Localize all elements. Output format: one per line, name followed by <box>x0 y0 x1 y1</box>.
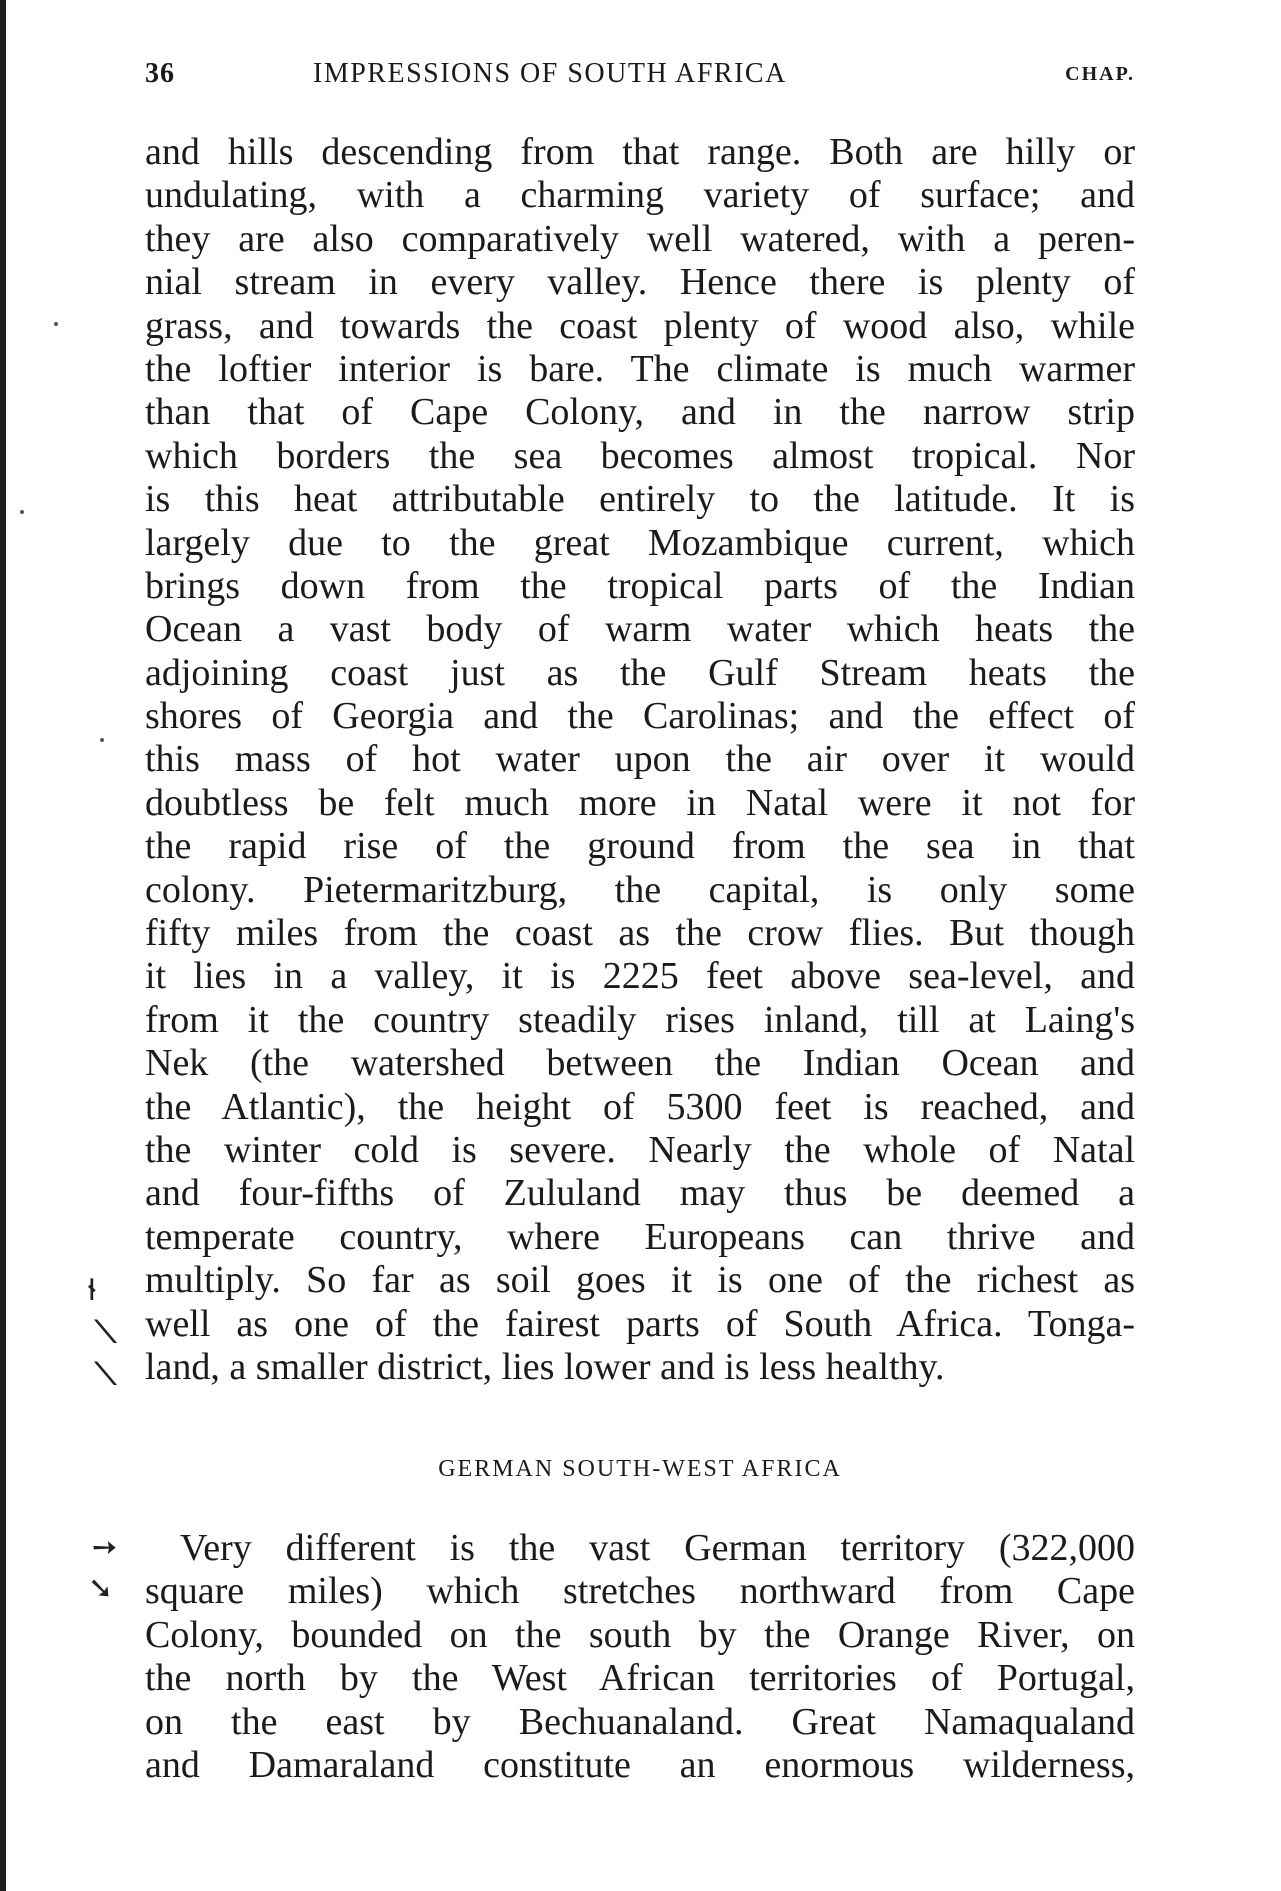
paragraph-german-south-west-africa <box>145 1527 1135 1787</box>
text-line: is this heat attributable entirely to the latitude. It is <box>145 478 1135 521</box>
text-line: which borders the sea becomes almost tropical. Nor <box>145 434 1135 477</box>
running-header <box>145 58 1135 98</box>
text-line: Ocean a vast body of warm water which heats the <box>145 608 1135 651</box>
text-line: well as one of the fairest parts of South Africa. Tonga- <box>145 1302 1135 1345</box>
running-title: IMPRESSIONS OF SOUTH AFRICA <box>313 58 787 89</box>
margin-mark-icon: ⫮ <box>88 1272 96 1307</box>
text-line: adjoining coast just as the Gulf Stream heats the <box>145 651 1135 694</box>
text-line: on the east by Bechuanaland. Great Namaqualand <box>145 1700 1135 1743</box>
text-line: it lies in a valley, it is 2225 feet above sea-level, and <box>145 955 1135 998</box>
text-line: they are also comparatively well watered, with a peren- <box>145 217 1135 260</box>
page-number: 36 <box>145 58 175 89</box>
text-line: the rapid rise of the ground from the sea in that <box>145 825 1135 868</box>
text-line: this mass of hot water upon the air over it would <box>145 738 1135 781</box>
margin-speck <box>20 510 24 514</box>
text-line: from it the country steadily rises inland, till at Laing's <box>145 998 1135 1041</box>
text-line: square miles) which stretches northward from Cape <box>145 1570 1135 1613</box>
text-line: and Damaraland constitute an enormous wilderness, <box>145 1743 1135 1786</box>
text-line: undulating, with a charming variety of surface; and <box>145 174 1135 217</box>
margin-mark-icon: ➙ <box>92 1530 118 1565</box>
text-line: the winter cold is severe. Nearly the whole of Natal <box>145 1128 1135 1171</box>
paragraph-natal <box>145 131 1135 1389</box>
text-line: temperate country, where Europeans can thrive and <box>145 1215 1135 1258</box>
text-line: Very different is the vast German territory (322,000 <box>180 1527 1135 1569</box>
text-line: colony. Pietermaritzburg, the capital, is only some <box>145 868 1135 911</box>
text-line: Nek (the watershed between the Indian Ocean and <box>145 1042 1135 1085</box>
text-line: grass, and towards the coast plenty of wood also, while <box>145 304 1135 347</box>
text-line: doubtless be felt much more in Natal were it not for <box>145 781 1135 824</box>
text-line: shores of Georgia and the Carolinas; and the effect of <box>145 695 1135 738</box>
text-line: land, a smaller district, lies lower and is less healthy. <box>145 1345 945 1388</box>
text-line: largely due to the great Mozambique current, which <box>145 521 1135 564</box>
text-line: nial stream in every valley. Hence there is plenty of <box>145 261 1135 304</box>
text-line: fifty miles from the coast as the crow flies. But though <box>145 912 1135 955</box>
margin-speck <box>100 738 104 742</box>
text-line: and four-fifths of Zululand may thus be deemed a <box>145 1172 1135 1215</box>
text-line: the north by the West African territories of Portugal, <box>145 1657 1135 1700</box>
text-line: Colony, bounded on the south by the Orange River, on <box>145 1613 1135 1656</box>
text-line: the Atlantic), the height of 5300 feet is reached, and <box>145 1085 1135 1128</box>
text-line: brings down from the tropical parts of the Indian <box>145 564 1135 607</box>
page-left-edge <box>0 0 6 1891</box>
text-line: and hills descending from that range. Both are hilly or <box>145 131 1135 173</box>
chapter-abbrev: CHAP. <box>1065 63 1135 85</box>
section-heading: GERMAN SOUTH-WEST AFRICA <box>438 1456 842 1482</box>
margin-speck <box>54 322 58 326</box>
margin-mark-icon: ➘ <box>88 1571 114 1606</box>
text-line: than that of Cape Colony, and in the narrow strip <box>145 391 1135 434</box>
margin-mark-icon: ⟍ <box>95 1315 116 1350</box>
margin-mark-icon: ⟍ <box>95 1357 116 1392</box>
text-line: multiply. So far as soil goes it is one of the richest as <box>145 1259 1135 1302</box>
text-line: the loftier interior is bare. The climate is much warmer <box>145 347 1135 390</box>
